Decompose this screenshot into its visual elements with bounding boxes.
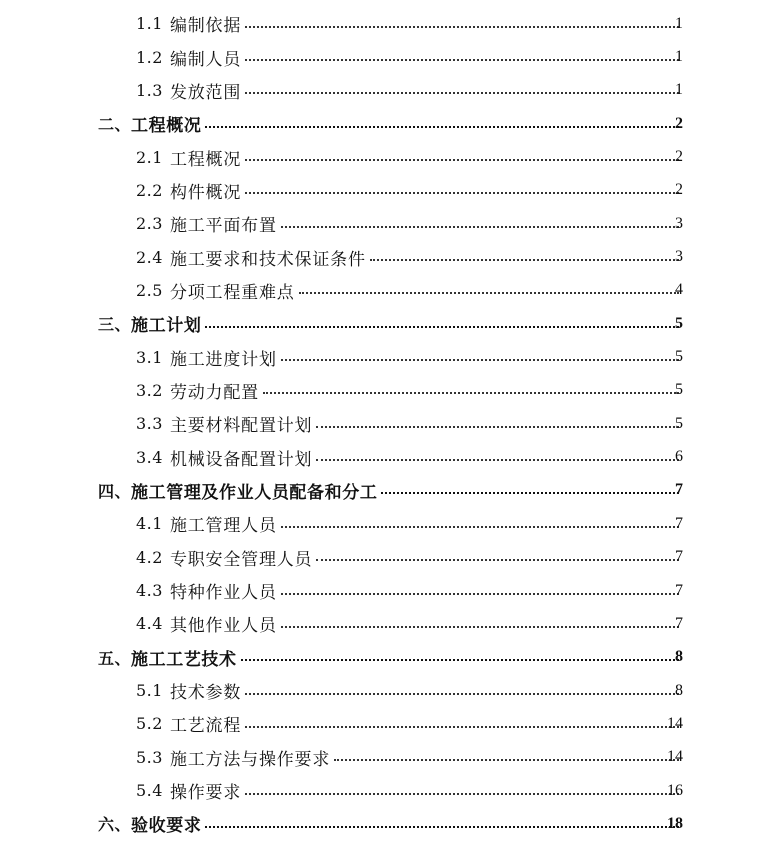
toc-entry-number: 2.5 <box>136 280 163 300</box>
toc-section-entry[interactable] <box>0 240 763 273</box>
toc-entry-number: 三、 <box>98 315 132 335</box>
toc-entry-title: 专职安全管理人员 <box>169 549 313 570</box>
toc-entry-title: 分项工程重难点 <box>169 282 295 303</box>
toc-section-entry[interactable] <box>0 774 763 807</box>
toc-dot-leader <box>245 159 679 161</box>
toc-chapter-entry[interactable] <box>0 307 763 340</box>
toc-entry-number: 2.2 <box>136 180 163 200</box>
toc-entry-title: 施工方法与操作要求 <box>169 749 331 770</box>
toc-dot-leader <box>241 659 679 661</box>
table-of-contents <box>0 7 763 841</box>
toc-dot-leader <box>245 693 679 695</box>
toc-page-number: 2 <box>675 114 683 132</box>
toc-entry-number: 5.2 <box>136 714 163 734</box>
toc-entry-number: 4.2 <box>136 547 163 567</box>
toc-section-entry[interactable] <box>0 207 763 240</box>
toc-section-entry[interactable] <box>0 407 763 440</box>
toc-page-number: 7 <box>675 581 683 599</box>
toc-section-entry[interactable] <box>0 374 763 407</box>
toc-entry-title: 施工要求和技术保证条件 <box>169 249 366 270</box>
toc-entry-title: 构件概况 <box>169 182 242 203</box>
toc-page-number: 6 <box>675 448 683 466</box>
toc-section-entry[interactable] <box>0 7 763 40</box>
toc-entry-title: 工艺流程 <box>169 716 242 737</box>
toc-entry-title: 工程概况 <box>131 116 202 137</box>
toc-dot-leader <box>245 26 679 28</box>
toc-dot-leader <box>245 793 679 795</box>
toc-entry-title: 特种作业人员 <box>169 583 277 604</box>
toc-section-entry[interactable] <box>0 741 763 774</box>
toc-entry-number: 4.1 <box>136 514 163 534</box>
toc-entry-number: 5.1 <box>136 681 163 701</box>
toc-entry-number: 3.3 <box>136 414 163 434</box>
toc-entry-title: 验收要求 <box>131 816 202 837</box>
toc-page-number: 14 <box>667 714 683 732</box>
toc-entry-title: 主要材料配置计划 <box>169 416 313 437</box>
toc-entry-title: 施工平面布置 <box>169 216 277 237</box>
toc-chapter-entry[interactable] <box>0 474 763 507</box>
toc-page-number: 14 <box>667 748 683 766</box>
toc-dot-leader <box>281 359 679 361</box>
toc-section-entry[interactable] <box>0 507 763 540</box>
toc-section-entry[interactable] <box>0 607 763 640</box>
toc-entry-number: 3.2 <box>136 380 163 400</box>
toc-entry-number: 5.4 <box>136 781 163 801</box>
toc-dot-leader <box>316 559 679 561</box>
toc-section-entry[interactable] <box>0 74 763 107</box>
toc-entry-title: 技术参数 <box>169 683 242 704</box>
toc-entry-number: 2.1 <box>136 147 163 167</box>
toc-entry-title: 编制依据 <box>169 16 242 37</box>
toc-dot-leader <box>381 492 679 494</box>
toc-page-number: 5 <box>675 348 683 366</box>
toc-page-number: 5 <box>675 414 683 432</box>
toc-page-number: 5 <box>675 314 683 332</box>
toc-dot-leader <box>316 459 679 461</box>
toc-entry-title: 施工计划 <box>131 316 202 337</box>
toc-entry-number: 四、 <box>98 481 132 501</box>
toc-section-entry[interactable] <box>0 174 763 207</box>
toc-entry-number: 五、 <box>98 648 132 668</box>
toc-dot-leader <box>281 226 679 228</box>
toc-entry-number: 1.1 <box>136 14 163 34</box>
toc-section-entry[interactable] <box>0 674 763 707</box>
toc-page-number: 8 <box>675 648 683 666</box>
toc-entry-number: 2.3 <box>136 214 163 234</box>
toc-dot-leader <box>205 826 679 828</box>
toc-page-number: 2 <box>675 148 683 166</box>
toc-entry-title: 施工工艺技术 <box>131 649 237 670</box>
toc-dot-leader <box>281 526 679 528</box>
toc-dot-leader <box>334 759 679 761</box>
toc-section-entry[interactable] <box>0 274 763 307</box>
toc-page-number: 7 <box>675 548 683 566</box>
toc-dot-leader <box>245 92 679 94</box>
toc-section-entry[interactable] <box>0 140 763 173</box>
toc-entry-number: 4.3 <box>136 581 163 601</box>
toc-section-entry[interactable] <box>0 340 763 373</box>
toc-entry-title: 施工管理及作业人员配备和分工 <box>131 482 378 503</box>
toc-page-number: 16 <box>667 781 683 799</box>
toc-dot-leader <box>263 392 679 394</box>
toc-dot-leader <box>205 326 679 328</box>
toc-page-number: 7 <box>675 481 683 499</box>
toc-entry-title: 机械设备配置计划 <box>169 449 313 470</box>
toc-page-number: 7 <box>675 514 683 532</box>
toc-section-entry[interactable] <box>0 574 763 607</box>
toc-page-number: 2 <box>675 181 683 199</box>
toc-entry-number: 4.4 <box>136 614 163 634</box>
toc-entry-title: 施工管理人员 <box>169 516 277 537</box>
toc-dot-leader <box>205 126 679 128</box>
toc-page-number: 1 <box>675 81 683 99</box>
toc-entry-title: 编制人员 <box>169 49 242 70</box>
toc-dot-leader <box>316 426 679 428</box>
toc-page-number: 5 <box>675 381 683 399</box>
toc-entry-title: 其他作业人员 <box>169 616 277 637</box>
toc-section-entry[interactable] <box>0 541 763 574</box>
toc-page-number: 18 <box>667 814 683 832</box>
toc-entry-title: 发放范围 <box>169 82 242 103</box>
toc-entry-number: 1.2 <box>136 47 163 67</box>
toc-entry-number: 2.4 <box>136 247 163 267</box>
toc-dot-leader <box>245 192 679 194</box>
toc-entry-number: 1.3 <box>136 80 163 100</box>
toc-chapter-entry[interactable] <box>0 807 763 840</box>
toc-section-entry[interactable] <box>0 707 763 740</box>
toc-page-number: 3 <box>675 214 683 232</box>
toc-dot-leader <box>281 626 679 628</box>
toc-dot-leader <box>370 259 679 261</box>
toc-chapter-entry[interactable] <box>0 641 763 674</box>
toc-page-number: 7 <box>675 614 683 632</box>
toc-dot-leader <box>245 726 679 728</box>
toc-entry-title: 施工进度计划 <box>169 349 277 370</box>
toc-entry-number: 3.1 <box>136 347 163 367</box>
toc-entry-title: 操作要求 <box>169 783 242 804</box>
toc-chapter-entry[interactable] <box>0 107 763 140</box>
toc-page-number: 4 <box>675 281 683 299</box>
toc-entry-title: 劳动力配置 <box>169 382 259 403</box>
toc-entry-number: 二、 <box>98 115 132 135</box>
toc-dot-leader <box>281 593 679 595</box>
toc-entry-title: 工程概况 <box>169 149 242 170</box>
toc-entry-number: 六、 <box>98 815 132 835</box>
toc-entry-number: 5.3 <box>136 747 163 767</box>
toc-section-entry[interactable] <box>0 440 763 473</box>
toc-dot-leader <box>245 59 679 61</box>
toc-dot-leader <box>299 292 679 294</box>
toc-page-number: 3 <box>675 248 683 266</box>
toc-page-number: 8 <box>675 681 683 699</box>
toc-section-entry[interactable] <box>0 40 763 73</box>
toc-page-number: 1 <box>675 48 683 66</box>
toc-entry-number: 3.4 <box>136 447 163 467</box>
toc-page-number: 1 <box>675 14 683 32</box>
